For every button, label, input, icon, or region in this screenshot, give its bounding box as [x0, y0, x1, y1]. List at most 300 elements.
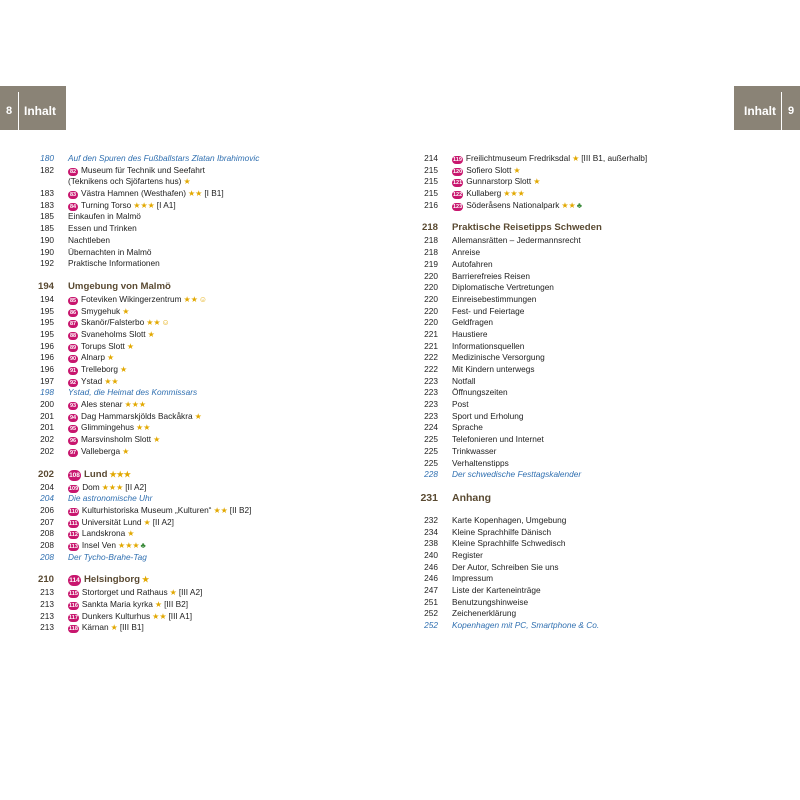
toc-entry[interactable] [34, 165, 354, 177]
toc-page-number: 213 [40, 587, 54, 598]
toc-entry[interactable] [34, 341, 354, 353]
toc-page-number: 202 [40, 445, 54, 456]
toc-entry-title: Der Autor, Schreiben Sie uns [452, 561, 559, 572]
toc-entry[interactable] [418, 376, 748, 388]
toc-entry[interactable] [34, 493, 354, 505]
toc-entry-title: Verhaltenstipps [452, 457, 509, 468]
rating-stars-icon: ★★ [146, 318, 161, 328]
toc-page-number: 202 [37, 468, 54, 480]
toc-page-number: 190 [40, 246, 54, 257]
toc-entry[interactable] [418, 364, 748, 376]
sight-number-badge: 122 [453, 192, 463, 199]
rating-stars-icon: ★ [147, 329, 155, 339]
toc-entry[interactable] [418, 200, 748, 212]
left-page-title: Inhalt [24, 104, 56, 118]
toc-entry-title: Freilichtmuseum Fredriksdal [465, 153, 571, 163]
toc-page-number: 223 [424, 375, 438, 386]
toc-page-number: 208 [40, 528, 54, 539]
toc-entry-content [452, 422, 483, 434]
toc-entry-title: Söderåsens Nationalpark [466, 199, 560, 210]
sight-number-badge: 84 [69, 203, 77, 210]
toc-entry[interactable] [418, 538, 748, 550]
left-page-number: 8 [5, 105, 13, 117]
toc-entry-title: Notfall [452, 375, 476, 386]
toc-entry-title: Ales stenar [81, 399, 123, 410]
toc-entry[interactable] [418, 458, 748, 470]
sight-number-badge: 111 [69, 520, 78, 527]
toc-entry[interactable] [418, 411, 748, 423]
toc-page-number: 183 [40, 199, 54, 210]
rating-stars-icon: ★ [127, 529, 135, 539]
sight-number-badge: 109 [69, 485, 79, 492]
toc-page-number: 220 [424, 293, 438, 304]
toc-entry[interactable] [418, 341, 748, 353]
map-reference: [I A1] [156, 199, 176, 210]
section-gap [418, 505, 748, 515]
toc-entry[interactable] [34, 611, 354, 623]
toc-page-number: 196 [40, 340, 54, 351]
toc-page-number: 231 [420, 491, 438, 504]
toc-page-number: 201 [40, 422, 54, 433]
toc-entry[interactable] [34, 482, 354, 494]
toc-entry[interactable] [418, 294, 748, 306]
toc-entry-title: Stortorget und Rathaus [81, 587, 168, 598]
toc-entry-title: Kullaberg [466, 188, 502, 199]
toc-entry-content [452, 399, 469, 411]
toc-entry[interactable] [418, 352, 748, 364]
toc-entry[interactable] [418, 422, 748, 434]
toc-page-number: 196 [40, 364, 54, 374]
toc-entry-title: Öffnungszeiten [452, 387, 508, 398]
toc-entry-content [68, 573, 149, 587]
toc-entry[interactable] [418, 608, 748, 620]
toc-entry-content [452, 376, 476, 388]
toc-entry-title: Trelleborg [81, 364, 119, 374]
toc-page-number: 208 [40, 539, 54, 550]
toc-left-column [34, 153, 354, 634]
toc-entry-content [452, 469, 581, 481]
toc-entry[interactable] [34, 329, 354, 341]
toc-entry-content [68, 482, 146, 494]
toc-page-number: 183 [40, 188, 54, 199]
map-reference: [III A2] [178, 587, 203, 598]
toc-entry-title: Kulturhistoriska Museum „Kulturen“ [81, 504, 212, 515]
toc-entry-content [452, 446, 496, 458]
toc-entry-content [452, 221, 602, 235]
toc-entry-content [68, 364, 127, 376]
toc-entry-title: Einkaufen in Malmö [68, 211, 141, 222]
toc-page-number: 225 [424, 457, 438, 468]
toc-entry-content [452, 364, 535, 376]
toc-entry[interactable] [34, 528, 354, 540]
toc-entry-title: Foteviken Wikingerzentrum [81, 293, 182, 304]
nature-icon: ♣ [576, 200, 582, 210]
toc-entry[interactable] [418, 329, 748, 341]
toc-entry-title: Telefonieren und Internet [452, 434, 544, 445]
toc-page-number: 215 [424, 188, 438, 199]
toc-page-number: 214 [424, 153, 438, 163]
toc-page-number: 234 [424, 526, 438, 537]
toc-entry-content [68, 611, 192, 623]
toc-entry[interactable] [34, 247, 354, 259]
rating-stars-icon: ★ [513, 165, 521, 175]
toc-page-number: 207 [40, 516, 54, 527]
toc-entry-content [452, 458, 509, 470]
toc-page-number: 185 [40, 223, 54, 234]
toc-entry[interactable] [34, 622, 354, 634]
toc-entry[interactable] [34, 517, 354, 529]
right-page-title: Inhalt [744, 104, 776, 118]
toc-entry[interactable] [34, 387, 354, 399]
toc-entry-content [68, 376, 119, 388]
toc-entry-content [452, 550, 483, 562]
toc-page-number: 195 [40, 305, 54, 316]
toc-page-number: 208 [40, 551, 54, 562]
map-reference: [I B1] [204, 188, 224, 199]
toc-entry[interactable] [34, 540, 354, 552]
toc-entry-title: Praktische Reisetipps Schweden [452, 222, 602, 234]
toc-entry-title: Karte Kopenhagen, Umgebung [452, 514, 567, 525]
toc-page-number: 246 [424, 561, 438, 572]
rating-stars-icon: ★★★ [503, 189, 525, 199]
toc-page-number: 213 [40, 599, 54, 609]
toc-entry-content [452, 527, 551, 539]
right-page-number: 9 [787, 105, 795, 117]
rating-stars-icon: ★★★ [109, 469, 131, 479]
toc-entry-content [452, 597, 528, 609]
sight-number-badge: 85 [69, 297, 77, 304]
toc-page-number: 252 [424, 608, 438, 619]
toc-entry-title: Nachtleben [68, 234, 110, 245]
toc-entry-content [68, 587, 202, 599]
toc-entry-title: Autofahren [452, 258, 493, 269]
toc-entry[interactable] [418, 434, 748, 446]
toc-entry[interactable] [418, 399, 748, 411]
toc-entry[interactable] [34, 552, 354, 564]
section-gap [34, 458, 354, 468]
toc-entry-content [68, 422, 150, 434]
toc-entry-title: Umgebung von Malmö [68, 280, 171, 292]
toc-section-heading[interactable] [418, 491, 748, 505]
rating-stars-icon: ★ [120, 365, 128, 374]
sight-number-badge: 96 [69, 438, 77, 445]
toc-entry[interactable] [34, 223, 354, 235]
toc-entry-title: Post [452, 399, 469, 410]
toc-page-number: 202 [40, 434, 54, 445]
rating-stars-icon: ★★ [188, 189, 203, 199]
sight-number-badge: 108 [69, 471, 80, 479]
toc-entry-content [68, 280, 171, 294]
toc-entry-title: Torups Slott [81, 340, 125, 351]
toc-entry[interactable] [418, 387, 748, 399]
toc-entry-content [452, 306, 524, 318]
toc-entry[interactable] [418, 527, 748, 539]
family-icon: ☺ [198, 294, 208, 304]
toc-entry-content [452, 515, 566, 527]
sight-number-badge: 89 [69, 344, 77, 351]
toc-entry-content [68, 434, 160, 446]
toc-entry-content [452, 153, 647, 165]
sight-number-badge: 91 [69, 368, 77, 374]
toc-entry-content [452, 573, 493, 585]
toc-page-number: 215 [424, 164, 438, 175]
rating-stars-icon: ★ [110, 623, 118, 633]
toc-section-heading[interactable] [418, 221, 748, 235]
toc-page-number: 238 [424, 538, 438, 549]
toc-entry-content [452, 271, 530, 283]
toc-entry[interactable] [418, 153, 748, 165]
right-page-header [734, 86, 800, 130]
toc-entry[interactable] [34, 153, 354, 165]
sight-number-badge: 120 [453, 168, 463, 175]
toc-page-number: 221 [424, 328, 438, 339]
toc-entry[interactable] [34, 364, 354, 376]
toc-entry[interactable] [34, 176, 354, 188]
toc-entry[interactable] [418, 259, 748, 271]
toc-entry-content [68, 247, 151, 259]
toc-entry[interactable] [34, 258, 354, 270]
toc-page-number: 218 [424, 235, 438, 246]
toc-page-number: 218 [421, 222, 438, 234]
sight-number-badge: 114 [69, 577, 80, 585]
rating-stars-icon: ★ [153, 435, 161, 445]
toc-entry-content [68, 468, 131, 482]
toc-entry-title: Sankta Maria kyrka [81, 599, 153, 609]
toc-entry-content [68, 153, 259, 165]
rating-stars-icon: ★ [122, 306, 130, 316]
toc-entry[interactable] [34, 434, 354, 446]
section-gap [418, 211, 748, 221]
toc-entry-content [68, 258, 160, 270]
toc-entry[interactable] [418, 176, 748, 188]
toc-entry[interactable] [418, 597, 748, 609]
rating-stars-icon: ★ [169, 588, 177, 598]
toc-entry-content [452, 200, 582, 212]
toc-page-number: 251 [424, 596, 438, 607]
toc-page-number: 201 [40, 410, 54, 421]
toc-page-number: 204 [40, 493, 54, 504]
toc-page-number: 216 [424, 199, 438, 210]
left-page-header [0, 86, 66, 130]
toc-entry-title: Mit Kindern unterwegs [452, 364, 535, 374]
toc-page-number: 195 [40, 328, 54, 339]
toc-entry-title: Medizinische Versorgung [452, 352, 545, 363]
sight-number-badge: 86 [69, 309, 77, 316]
toc-page-number: 219 [424, 258, 438, 269]
toc-page-number: 210 [37, 574, 54, 586]
toc-entry-content [452, 411, 524, 423]
toc-page-number: 247 [424, 585, 438, 595]
toc-entry-content [68, 411, 202, 423]
rating-stars-icon: ★ [141, 575, 150, 585]
toc-entry-content [68, 235, 110, 247]
toc-entry[interactable] [34, 306, 354, 318]
rating-stars-icon: ★ [533, 177, 541, 187]
header-divider [18, 92, 19, 130]
section-gap [418, 481, 748, 491]
toc-section-heading[interactable] [34, 468, 354, 482]
toc-entry[interactable] [34, 294, 354, 306]
toc-page-number: 223 [424, 410, 438, 421]
toc-entry-title: Kleine Sprachhilfe Schwedisch [452, 538, 566, 549]
toc-section-heading[interactable] [34, 280, 354, 294]
toc-entry-title: Lund [84, 468, 108, 480]
toc-entry-content [452, 562, 559, 574]
toc-page-number: 222 [424, 364, 438, 374]
nature-icon: ♣ [140, 540, 146, 550]
sight-number-badge: 119 [453, 157, 462, 163]
sight-number-badge: 95 [69, 426, 77, 433]
toc-entry[interactable] [418, 306, 748, 318]
rating-stars-icon: ★★★ [133, 200, 155, 210]
toc-entry[interactable] [418, 585, 748, 597]
toc-entry-content [452, 387, 508, 399]
toc-entry-content [68, 387, 197, 399]
rating-stars-icon: ★★ [213, 505, 228, 515]
toc-entry-title: Liste der Karteneinträge [452, 585, 541, 595]
toc-entry-title: Anreise [452, 247, 481, 258]
toc-page-number: 220 [424, 282, 438, 293]
toc-page-number: 223 [424, 387, 438, 398]
map-reference: [III B1, außerhalb] [581, 153, 648, 163]
toc-entry-content [68, 493, 152, 505]
toc-entry[interactable] [418, 235, 748, 247]
toc-entry-content [68, 188, 224, 200]
toc-entry[interactable] [418, 317, 748, 329]
toc-entry-content [452, 585, 541, 597]
toc-entry-content [452, 608, 516, 620]
toc-page-number: 225 [424, 445, 438, 456]
toc-entry[interactable] [34, 200, 354, 212]
toc-entry[interactable] [418, 620, 748, 632]
toc-entry-title: Sofiero Slott [466, 164, 512, 175]
toc-page-number: 240 [424, 549, 438, 560]
toc-entry-content [452, 352, 545, 364]
toc-page-number: 194 [37, 280, 54, 292]
map-reference: [II B2] [229, 504, 252, 515]
toc-entry[interactable] [418, 247, 748, 259]
toc-section-heading[interactable] [34, 573, 354, 587]
toc-entry[interactable] [34, 211, 354, 223]
toc-entry-content [452, 188, 525, 200]
toc-entry[interactable] [34, 399, 354, 411]
toc-entry[interactable] [34, 505, 354, 517]
toc-entry[interactable] [418, 562, 748, 574]
toc-page-number: 213 [40, 622, 54, 633]
rating-stars-icon: ★★ [183, 294, 198, 304]
toc-page-number: 185 [40, 211, 54, 222]
toc-page-number: 200 [40, 399, 54, 410]
toc-page-number: 182 [40, 164, 54, 175]
sight-number-badge: 88 [69, 332, 77, 339]
toc-page-number: 215 [424, 176, 438, 187]
sight-number-badge: 83 [69, 192, 77, 199]
rating-stars-icon: ★★★ [118, 540, 140, 550]
toc-entry-title: Glimmingehus [81, 422, 135, 433]
toc-page-number: 190 [40, 234, 54, 245]
toc-entry-content [452, 247, 480, 259]
toc-entry[interactable] [34, 422, 354, 434]
toc-entry-content [68, 446, 129, 458]
toc-page-number: 232 [424, 514, 438, 525]
toc-page-number: 225 [424, 434, 438, 445]
toc-entry-content [68, 329, 155, 341]
sight-number-badge: 90 [69, 356, 77, 363]
toc-entry-content [452, 620, 599, 632]
toc-entry-title: Register [452, 549, 483, 560]
toc-entry-title: (Teknikens och Sjöfartens hus) [68, 176, 182, 187]
sight-number-badge: 115 [69, 591, 78, 598]
toc-entry[interactable] [418, 282, 748, 294]
map-reference: [III A1] [168, 610, 193, 621]
toc-entry[interactable] [34, 317, 354, 329]
toc-page-number: 204 [40, 481, 54, 492]
toc-entry-title: Svaneholms Slott [81, 328, 146, 339]
toc-entry-content [452, 329, 488, 341]
toc-entry-content [68, 517, 174, 529]
map-reference: [III B2] [164, 599, 189, 609]
toc-entry-title: Sprache [452, 422, 483, 433]
rating-stars-icon: ★★★ [101, 482, 124, 492]
toc-entry-title: Alnarp [81, 352, 105, 363]
toc-entry-title: Dag Hammarskjölds Backåkra [81, 410, 193, 421]
toc-entry[interactable] [418, 573, 748, 585]
toc-page-number: 223 [424, 399, 438, 410]
toc-entry[interactable] [418, 188, 748, 200]
toc-entry-title: Västra Hamnen (Westhafen) [81, 188, 186, 199]
toc-page-number: 198 [40, 387, 54, 398]
toc-entry-title: Diplomatische Vertretungen [452, 282, 554, 293]
toc-entry[interactable] [418, 165, 748, 177]
toc-entry-title: Fest- und Feiertage [452, 305, 525, 316]
sight-number-badge: 112 [69, 532, 78, 539]
toc-entry-title: Insel Ven [81, 539, 117, 550]
toc-entry-title: Der Tycho-Brahe-Tag [68, 551, 147, 562]
toc-page-number: 194 [40, 293, 54, 304]
toc-page-number: 213 [40, 610, 54, 621]
toc-entry[interactable] [418, 446, 748, 458]
toc-entry[interactable] [34, 188, 354, 200]
toc-entry[interactable] [418, 515, 748, 527]
toc-entry-title: Smygehuk [81, 305, 121, 316]
toc-entry-content [452, 341, 524, 353]
toc-entry-content [68, 599, 188, 611]
toc-entry[interactable] [418, 550, 748, 562]
toc-entry-content [452, 176, 540, 188]
toc-page-number: 246 [424, 573, 438, 584]
toc-entry[interactable] [34, 446, 354, 458]
toc-entry[interactable] [34, 411, 354, 423]
toc-entry-title: Landskrona [81, 528, 126, 539]
toc-entry[interactable] [418, 469, 748, 481]
sight-number-badge: 116 [69, 603, 78, 609]
toc-entry[interactable] [34, 235, 354, 247]
toc-entry-content [68, 540, 146, 552]
toc-page-number: 228 [424, 469, 438, 480]
toc-entry[interactable] [34, 376, 354, 388]
toc-entry-content [68, 317, 170, 329]
toc-entry-content [452, 317, 493, 329]
toc-entry-title: Trinkwasser [452, 445, 497, 456]
toc-entry-content [68, 505, 251, 517]
toc-entry-content [68, 294, 207, 306]
toc-entry-content [68, 352, 114, 364]
toc-entry[interactable] [34, 599, 354, 611]
toc-entry[interactable] [418, 271, 748, 283]
toc-entry[interactable] [34, 352, 354, 364]
toc-entry-title: Kleine Sprachhilfe Dänisch [452, 526, 552, 537]
toc-entry[interactable] [34, 587, 354, 599]
